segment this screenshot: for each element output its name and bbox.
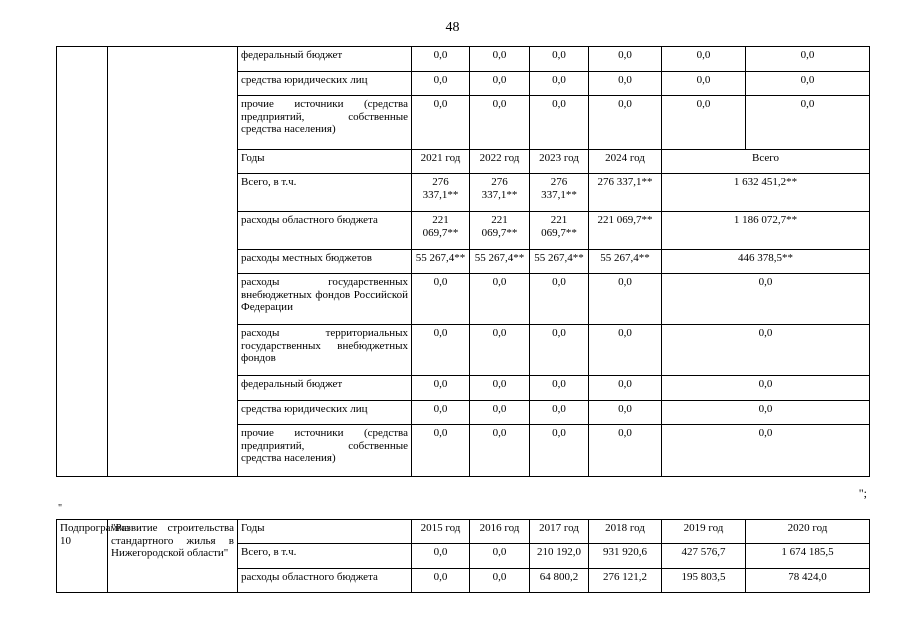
value-cell: 0,0 [530, 401, 589, 425]
title-cell [108, 47, 238, 477]
value-cell: 0,0 [412, 274, 470, 325]
row-label: расходы местных бюджетов [238, 250, 412, 274]
total-cell: 0,0 [662, 325, 870, 376]
value-cell: 0,0 [412, 96, 470, 150]
value-cell: 0,0 [589, 376, 662, 401]
row-label: Всего, в т.ч. [238, 174, 412, 212]
value-cell: 0,0 [470, 274, 530, 325]
value-cell: 0,0 [589, 425, 662, 477]
value-cell: 0,0 [530, 325, 589, 376]
year-header: 2018 год [589, 520, 662, 544]
value-cell: 276 121,2 [589, 569, 662, 593]
years-label: Годы [238, 520, 412, 544]
value-cell: 0,0 [412, 47, 470, 72]
row-label: расходы государственных внебюджетных фондов Российской Федерации [238, 274, 412, 325]
value-cell: 64 800,2 [530, 569, 589, 593]
year-header: 2019 год [662, 520, 746, 544]
value-cell: 276 337,1** [412, 174, 470, 212]
value-cell: 0,0 [412, 325, 470, 376]
value-cell: 0,0 [589, 96, 662, 150]
subprogram-title: "Развитие строительства стандартного жилья в Нижегородской области" [108, 520, 238, 593]
value-cell: 0,0 [746, 72, 870, 96]
row-label: федеральный бюджет [238, 376, 412, 401]
value-cell: 221 069,7** [470, 212, 530, 250]
value-cell: 0,0 [530, 96, 589, 150]
year-header: 2015 год [412, 520, 470, 544]
value-cell: 55 267,4** [470, 250, 530, 274]
value-cell: 55 267,4** [412, 250, 470, 274]
value-cell: 0,0 [470, 569, 530, 593]
year-header: 2024 год [589, 150, 662, 174]
value-cell: 55 267,4** [589, 250, 662, 274]
year-header: 2017 год [530, 520, 589, 544]
opening-quote: " [58, 503, 63, 514]
years-label: Годы [238, 150, 412, 174]
value-cell: 221 069,7** [412, 212, 470, 250]
value-cell: 276 337,1** [470, 174, 530, 212]
value-cell: 0,0 [470, 544, 530, 569]
value-cell: 195 803,5 [662, 569, 746, 593]
value-cell: 0,0 [530, 274, 589, 325]
total-cell: 0,0 [662, 274, 870, 325]
value-cell: 55 267,4** [530, 250, 589, 274]
value-cell: 0,0 [412, 425, 470, 477]
value-cell: 0,0 [746, 47, 870, 72]
value-cell: 931 920,6 [589, 544, 662, 569]
value-cell: 276 337,1** [530, 174, 589, 212]
total-cell: 446 378,5** [662, 250, 870, 274]
value-cell: 0,0 [662, 72, 746, 96]
year-header: 2020 год [746, 520, 870, 544]
total-cell: 1 186 072,7** [662, 212, 870, 250]
row-label: прочие источники (средства предприятий, собственные средства населения) [238, 96, 412, 150]
value-cell: 0,0 [589, 72, 662, 96]
value-cell: 0,0 [662, 96, 746, 150]
value-cell: 0,0 [662, 47, 746, 72]
value-cell: 427 576,7 [662, 544, 746, 569]
value-cell: 0,0 [470, 376, 530, 401]
year-header: 2016 год [470, 520, 530, 544]
row-label: прочие источники (средства предприятий, собственные средства населения) [238, 425, 412, 477]
row-label: расходы областного бюджета [238, 212, 412, 250]
total-cell: 1 632 451,2** [662, 174, 870, 212]
value-cell: 0,0 [470, 325, 530, 376]
value-cell: 0,0 [589, 325, 662, 376]
funding-table-continued [56, 46, 870, 477]
value-cell: 221 069,7** [589, 212, 662, 250]
row-label: средства юридических лиц [238, 72, 412, 96]
total-cell: 0,0 [662, 401, 870, 425]
value-cell: 78 424,0 [746, 569, 870, 593]
page-number: 48 [445, 20, 460, 35]
year-header: 2023 год [530, 150, 589, 174]
value-cell: 0,0 [412, 401, 470, 425]
total-cell: 0,0 [662, 376, 870, 401]
closing-quote: "; [858, 486, 867, 500]
value-cell: 0,0 [470, 96, 530, 150]
value-cell: 0,0 [530, 47, 589, 72]
row-label: расходы территориальных государственных внебюджетных фондов [238, 325, 412, 376]
value-cell: 210 192,0 [530, 544, 589, 569]
subprogram-number: Подпрограмма 10 [57, 520, 108, 593]
year-header: 2022 год [470, 150, 530, 174]
value-cell: 0,0 [530, 376, 589, 401]
year-header: 2021 год [412, 150, 470, 174]
value-cell: 0,0 [470, 425, 530, 477]
value-cell: 0,0 [746, 96, 870, 150]
row-label: федеральный бюджет [238, 47, 412, 72]
value-cell: 0,0 [530, 72, 589, 96]
subprogram-table [56, 519, 870, 593]
value-cell: 0,0 [589, 401, 662, 425]
value-cell: 221 069,7** [530, 212, 589, 250]
program-cell [57, 47, 108, 477]
value-cell: 0,0 [470, 47, 530, 72]
value-cell: 276 337,1** [589, 174, 662, 212]
table-row [57, 47, 870, 72]
value-cell: 0,0 [589, 274, 662, 325]
value-cell: 0,0 [470, 72, 530, 96]
row-label: Всего, в т.ч. [238, 544, 412, 569]
total-cell: 0,0 [662, 425, 870, 477]
value-cell: 0,0 [470, 401, 530, 425]
value-cell: 0,0 [412, 569, 470, 593]
total-header: Всего [662, 150, 870, 174]
value-cell: 0,0 [589, 47, 662, 72]
value-cell: 0,0 [412, 376, 470, 401]
value-cell: 0,0 [530, 425, 589, 477]
header-row [57, 520, 870, 544]
value-cell: 1 674 185,5 [746, 544, 870, 569]
row-label: средства юридических лиц [238, 401, 412, 425]
row-label: расходы областного бюджета [238, 569, 412, 593]
value-cell: 0,0 [412, 544, 470, 569]
value-cell: 0,0 [412, 72, 470, 96]
